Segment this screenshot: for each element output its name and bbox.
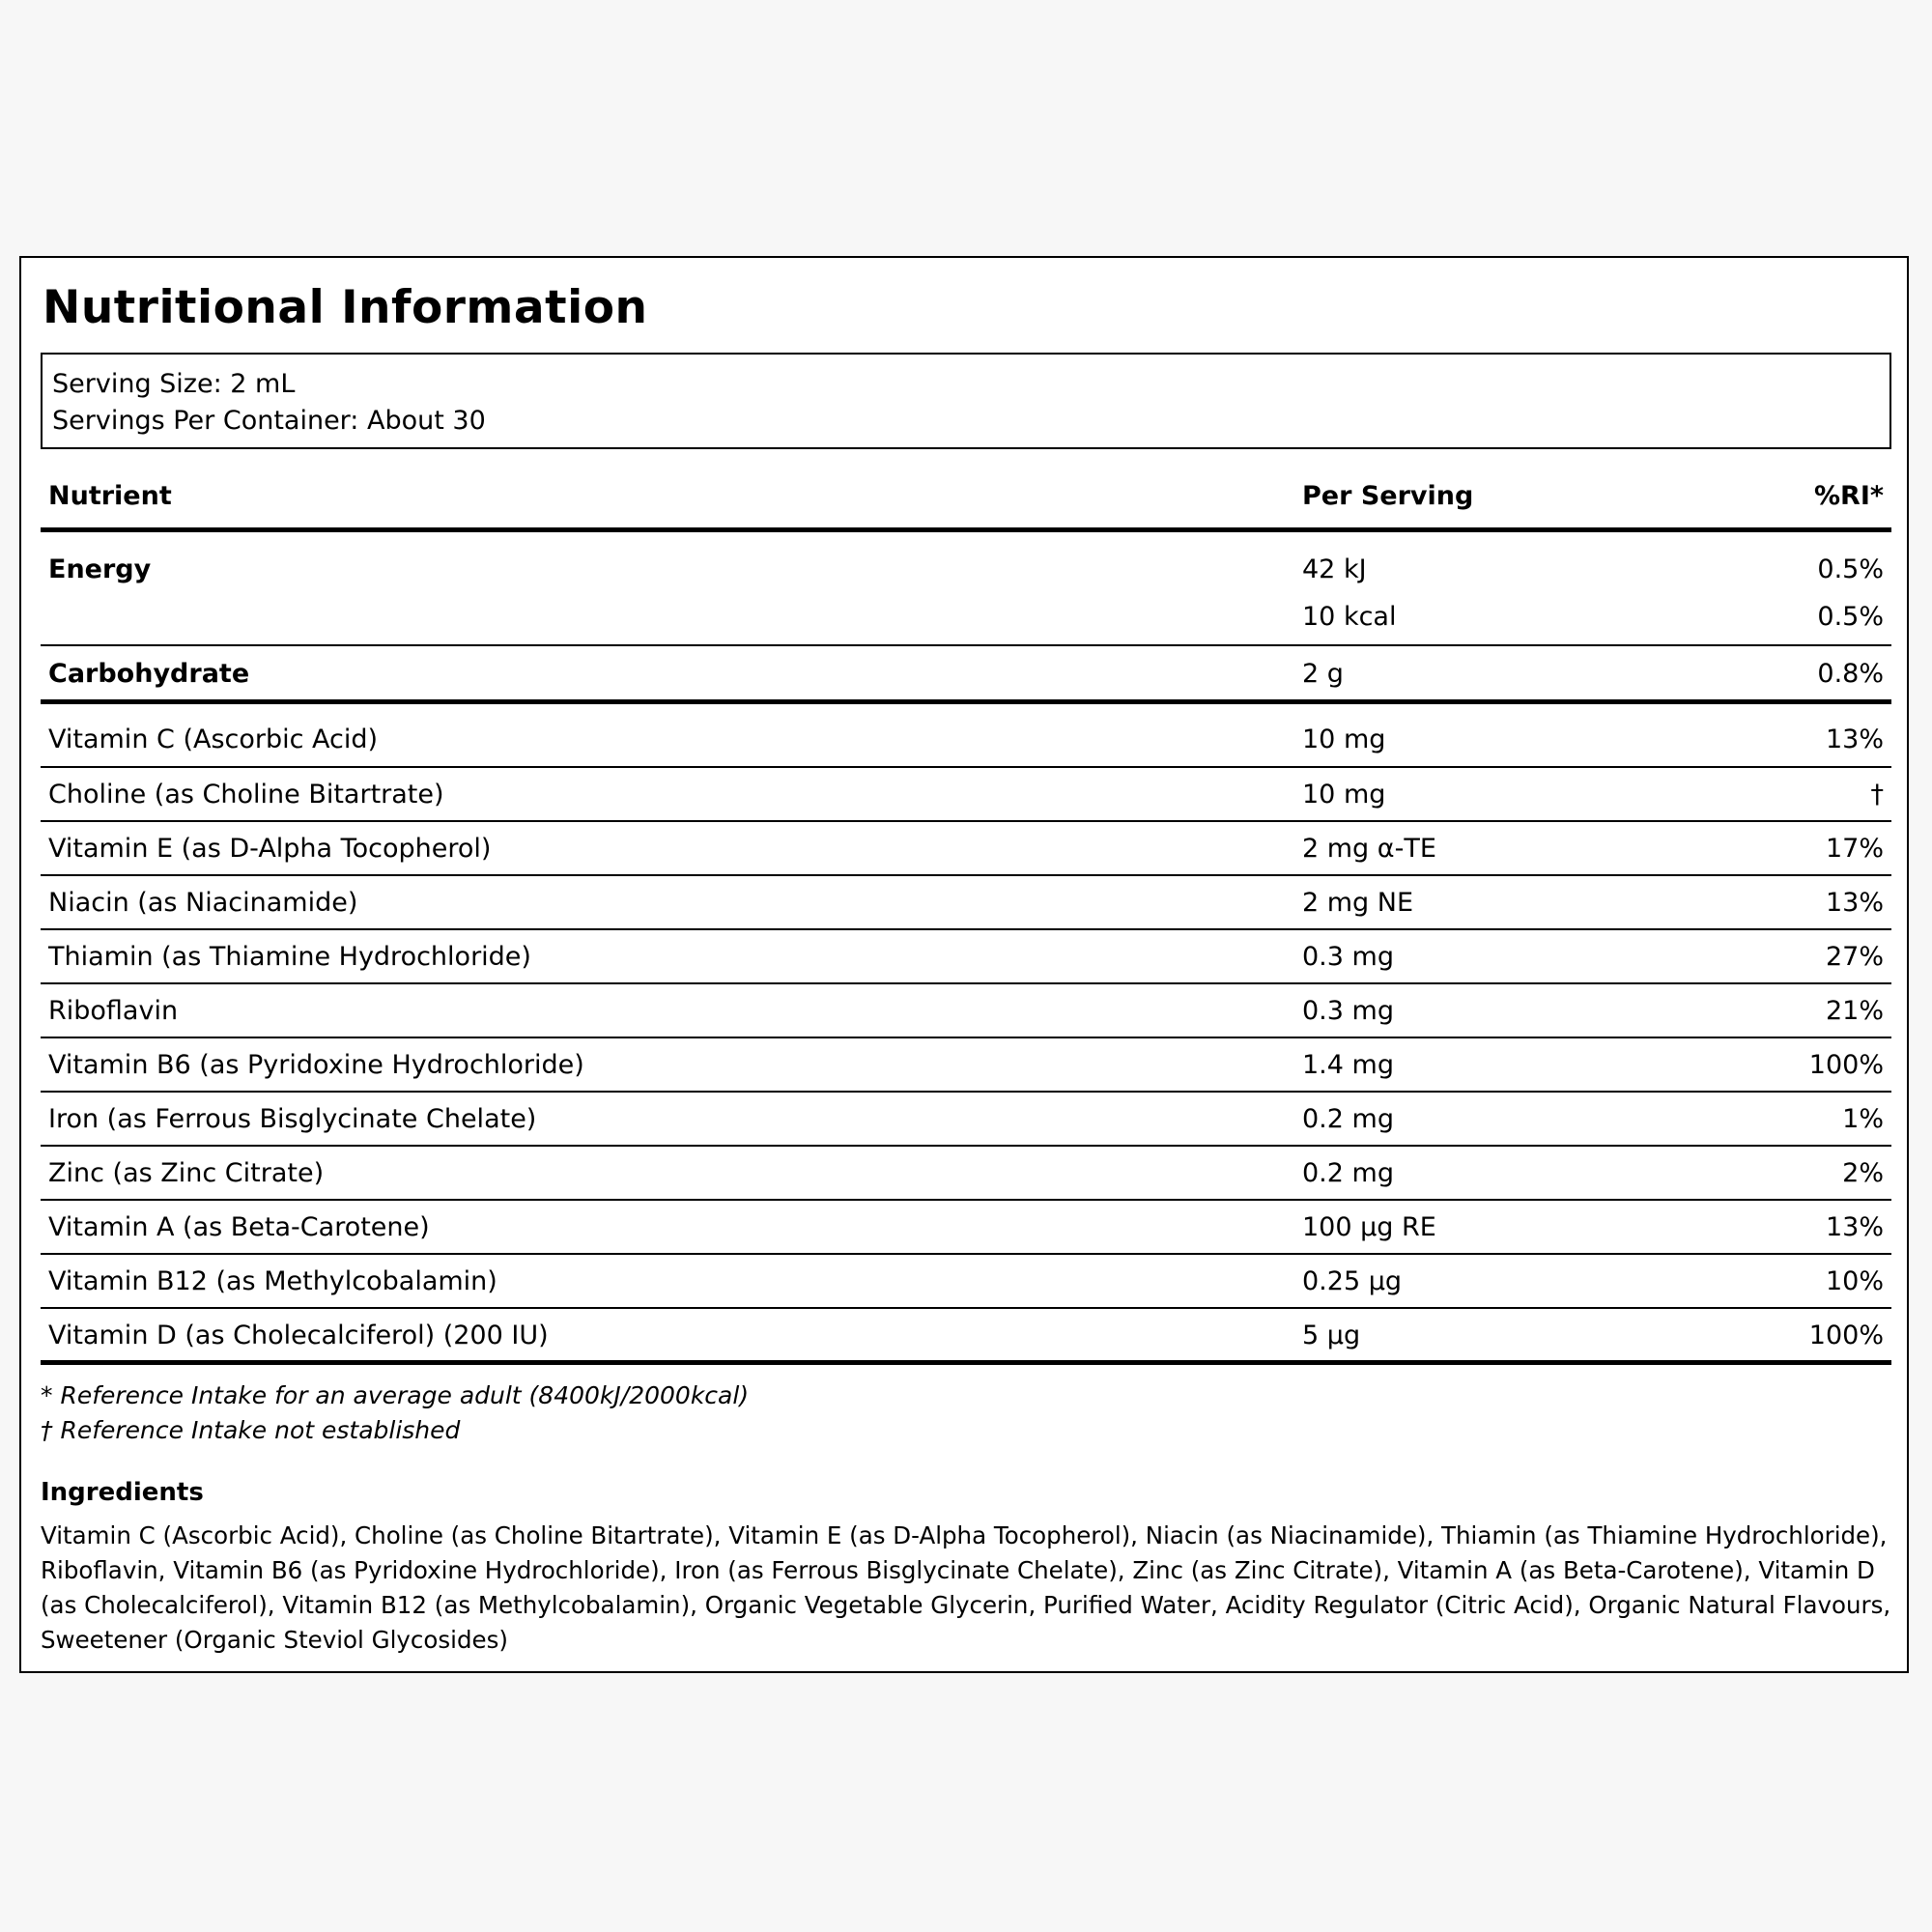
nutrient-amount: 100 µg RE <box>1302 1212 1436 1242</box>
table-row <box>41 1255 1891 1309</box>
nutrient-ri: 13% <box>1825 888 1884 918</box>
nutrient-amount: 0.2 mg <box>1302 1158 1394 1188</box>
ingredients-text: Vitamin C (Ascorbic Acid), Choline (as Choline Bitartrate), Vitamin E (as D-Alpha Tocopherol), Niacin (as Niacinamide), Thiamin (as Thiamine Hydrochloride), Riboflavin, Vitamin B6 (as Pyridoxine Hydrochloride), Iron (as Ferrous Bisglycinate Chelate), Zinc (as Zinc Citrate), Vitamin A (as Beta-Carotene), Vitamin D (as Cholecalciferol), Vitamin B12 (as Methylcobalamin), Organic Vegetable Glycerin, Purified Water, Acidity Regulator (Citric Acid), Organic Natural Flavours, Sweetener (Organic Steviol Glycosides) <box>41 1521 1891 1654</box>
footnote-reference-intake: * Reference Intake for an average adult (8400kJ/2000kcal) <box>41 1381 750 1409</box>
nutrient-amount: 5 µg <box>1302 1321 1361 1350</box>
nutrient-name: Vitamin C (Ascorbic Acid) <box>48 724 379 754</box>
energy-row-kcal <box>41 588 1891 646</box>
carbohydrate-ri: 0.8% <box>1817 659 1884 689</box>
nutrient-name: Zinc (as Zinc Citrate) <box>48 1158 325 1188</box>
ingredients-heading: Ingredients <box>41 1478 204 1507</box>
table-row <box>41 1038 1891 1093</box>
page-title: Nutritional Information <box>43 281 648 334</box>
nutrient-ri: 2% <box>1842 1158 1884 1188</box>
table-row <box>41 984 1891 1038</box>
nutrient-name: Vitamin D (as Cholecalciferol) (200 IU) <box>48 1321 549 1350</box>
energy-row-kj <box>41 532 1891 588</box>
table-row <box>41 1147 1891 1201</box>
table-row <box>41 1201 1891 1255</box>
nutrient-name: Vitamin B12 (as Methylcobalamin) <box>48 1266 497 1296</box>
nutrient-name: Iron (as Ferrous Bisglycinate Chelate) <box>48 1104 537 1134</box>
nutrient-name: Niacin (as Niacinamide) <box>48 888 358 918</box>
carbohydrate-amount: 2 g <box>1302 659 1344 689</box>
nutrient-amount: 1.4 mg <box>1302 1050 1394 1080</box>
carbohydrate-row <box>41 646 1891 704</box>
energy-label: Energy <box>48 554 152 584</box>
serving-size: Serving Size: 2 mL <box>52 369 296 399</box>
servings-per-container: Servings Per Container: About 30 <box>52 406 486 436</box>
serving-info-box <box>41 353 1891 449</box>
nutrient-amount: 0.25 µg <box>1302 1266 1403 1296</box>
nutrient-name: Riboflavin <box>48 996 179 1026</box>
energy-kj: 42 kJ <box>1302 554 1367 584</box>
nutrient-amount: 2 mg α-TE <box>1302 834 1436 864</box>
nutrient-name: Vitamin A (as Beta-Carotene) <box>48 1212 430 1242</box>
nutrient-ri: 1% <box>1842 1104 1884 1134</box>
header-ri: %RI* <box>1813 481 1884 511</box>
nutrient-ri: 13% <box>1825 724 1884 754</box>
table-row <box>41 1093 1891 1147</box>
nutrient-name: Choline (as Choline Bitartrate) <box>48 780 444 810</box>
energy-kcal-ri: 0.5% <box>1817 602 1884 632</box>
table-row <box>41 930 1891 984</box>
nutrient-ri: 100% <box>1808 1321 1884 1350</box>
nutrient-ri: † <box>1870 780 1884 810</box>
nutrient-ri: 100% <box>1808 1050 1884 1080</box>
table-row <box>41 822 1891 876</box>
nutrient-name: Vitamin B6 (as Pyridoxine Hydrochloride) <box>48 1050 584 1080</box>
table-row <box>41 876 1891 930</box>
nutrient-amount: 10 mg <box>1302 724 1386 754</box>
nutrient-amount: 2 mg NE <box>1302 888 1414 918</box>
table-row <box>41 1309 1891 1365</box>
energy-kj-ri: 0.5% <box>1817 554 1884 584</box>
nutrient-amount: 0.3 mg <box>1302 942 1394 972</box>
nutrition-panel <box>19 256 1909 1673</box>
table-header-row <box>41 461 1891 532</box>
header-nutrient: Nutrient <box>48 481 172 511</box>
nutrient-amount: 0.3 mg <box>1302 996 1394 1026</box>
nutrient-ri: 17% <box>1825 834 1884 864</box>
nutrient-amount: 10 mg <box>1302 780 1386 810</box>
nutrient-ri: 27% <box>1825 942 1884 972</box>
nutrient-name: Thiamin (as Thiamine Hydrochloride) <box>48 942 531 972</box>
nutrient-ri: 21% <box>1825 996 1884 1026</box>
table-row <box>41 704 1891 768</box>
nutrient-name: Vitamin E (as D-Alpha Tocopherol) <box>48 834 492 864</box>
header-per-serving: Per Serving <box>1302 481 1474 511</box>
footnotes <box>41 1378 749 1448</box>
carbohydrate-label: Carbohydrate <box>48 659 250 689</box>
nutrient-amount: 0.2 mg <box>1302 1104 1394 1134</box>
table-row <box>41 768 1891 822</box>
nutrient-ri: 13% <box>1825 1212 1884 1242</box>
nutrient-ri: 10% <box>1825 1266 1884 1296</box>
energy-kcal: 10 kcal <box>1302 602 1397 632</box>
footnote-not-established: † Reference Intake not established <box>41 1416 461 1444</box>
nutrition-table <box>41 461 1891 1365</box>
